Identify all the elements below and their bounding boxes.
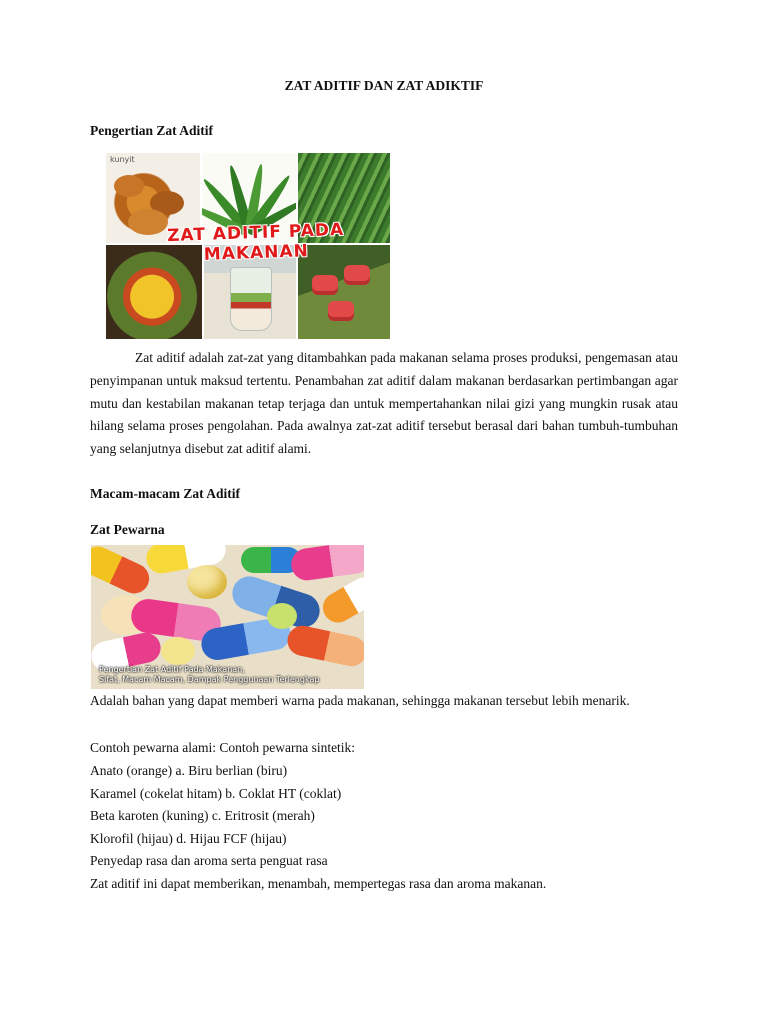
section-heading-macam: Macam-macam Zat Aditif — [90, 486, 240, 501]
subsection-heading-pewarna: Zat Pewarna — [90, 522, 165, 537]
paragraph-definition: Zat aditif adalah zat-zat yang ditambahkan pada makanan selama proses produksi, pengemasan atau penyimpanan untuk maksud tertentu. Penambahan zat aditif dalam makanan berdasarkan pertimbangan agar mutu dan kestabilan makanan tetap terjaga dan untuk mempertahankan nilai gizi yang mungkin rusak atau hilang selama proses pengolahan. Pada awalnya zat-zat aditif tersebut berasal dari bahan tumbuh-tumbuhan yang selanjutnya disebut zat aditif alami. — [90, 350, 678, 457]
text-line: Klorofil (hijau) d. Hijau FCF (hijau) — [90, 831, 287, 846]
text-line: Karamel (cokelat hitam) b. Coklat HT (coklat) — [90, 786, 342, 801]
photo-tag: kunyit — [110, 155, 135, 164]
colorful-pills-image — [91, 545, 364, 689]
food-additive-collage-image — [106, 153, 390, 339]
pills-image-caption: Pengertian Zat Aditif Pada Makanan, Sifat, Macam Macam, Dampak Penggunaan Terlengkap — [99, 665, 320, 684]
section-heading-pengertian: Pengertian Zat Aditif — [90, 123, 213, 138]
document-title: ZAT ADITIF DAN ZAT ADIKTIF — [284, 78, 484, 93]
text-line: Zat aditif ini dapat memberikan, menambah, mempertegas rasa dan aroma makanan. — [90, 876, 547, 891]
text-line: Contoh pewarna alami: Contoh pewarna sintetik: — [90, 740, 356, 755]
text-line: Beta karoten (kuning) c. Eritrosit (merah) — [90, 808, 315, 823]
collage-caption: ZAT ADITIF PADA MAKANAN — [166, 219, 345, 265]
paragraph-pewarna: Adalah bahan yang dapat memberi warna pada makanan, sehingga makanan tersebut lebih menarik. — [90, 693, 630, 708]
text-line: Anato (orange) a. Biru berlian (biru) — [90, 763, 288, 778]
text-line: Penyedap rasa dan aroma serta penguat rasa — [90, 853, 328, 868]
